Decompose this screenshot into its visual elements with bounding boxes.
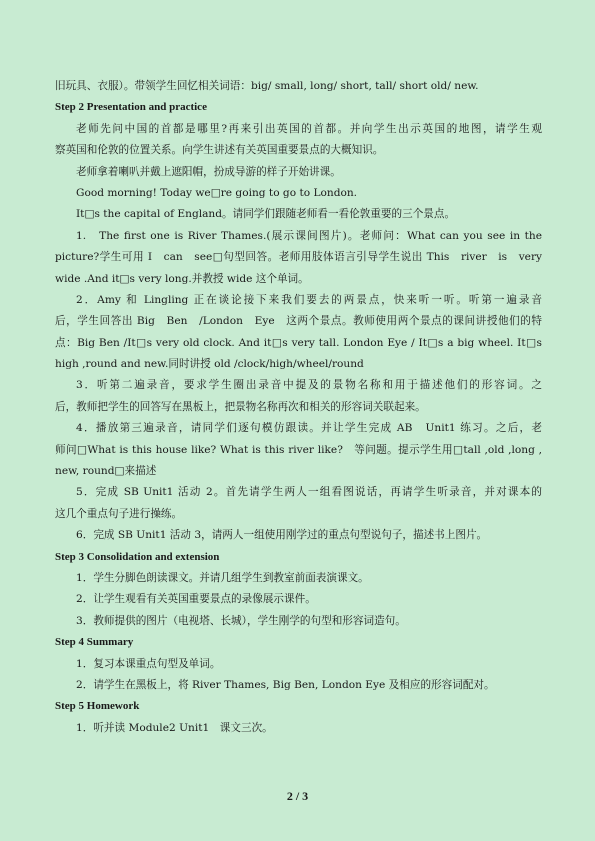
text-line: Good morning! Today we□re going to go to London.	[76, 186, 358, 199]
text-line: 后，学生回答出 Big Ben /London Eye 这两个景点。教师使用两个景点的课间讲授他们的特	[55, 315, 542, 328]
text-line: 2．Amy 和 Lingling 正在谈论接下来我们要去的两景点，快来听一听。听第一遍录音	[76, 293, 542, 306]
text-line: 老师先问中国的首都是哪里?再来引出英国的首都。并向学生出示英国的地图，请学生观	[76, 122, 542, 135]
text-line: 5．完成 SB Unit1 活动 2。首先请学生两人一组看图说话，再请学生听录音，并对课本的	[76, 486, 542, 499]
section-heading: Step 2 Presentation and practice	[55, 101, 207, 114]
section-heading: Step 5 Homework	[55, 700, 140, 713]
section-heading: Step 4 Summary	[55, 636, 134, 649]
page-number: 2 / 3	[286, 789, 309, 803]
text-line: 3．听第二遍录音，要求学生圈出录音中提及的景物名称和用于描述他们的形容词。之	[76, 379, 542, 392]
text-line: 后，教师把学生的回答写在黑板上，把景物名称再次和相关的形容词关联起来。	[55, 400, 426, 413]
text-line: 2．让学生观看有关英国重要景点的录像展示课件。	[76, 593, 316, 606]
text-line: 师问□What is this house like? What is this river like? 等问题。提示学生用□tall ,old ,long ,	[55, 443, 542, 456]
text-line: wide .And it□s very long.并教授 wide 这个单词。	[55, 272, 309, 285]
text-line: 4．播放第三遍录音，请同学们逐句模仿跟读。并让学生完成 AB Unit1 练习。之后，老	[76, 422, 542, 435]
text-line: 1. The first one is River Thames.(展示课间图片)。老师问：What can you see in the	[76, 229, 542, 242]
section-heading: Step 3 Consolidation and extension	[55, 550, 220, 563]
document-body	[55, 76, 542, 739]
text-line: picture?学生可用 I can see□句型回答。老师用肢体语言引导学生说出 This river is very	[55, 251, 542, 264]
text-line: 1．听并读 Module2 Unit1 课文三次。	[76, 721, 273, 734]
text-line: 6．完成 SB Unit1 活动 3，请两人一组使用刚学过的重点句型说句子，描述书上图片。	[76, 529, 488, 542]
text-line: 旧玩具、衣服）。带领学生回忆相关词语：big/ small, long/ short, tall/ short old/ new.	[55, 80, 479, 92]
text-line: 1．学生分脚色朗读课文。并请几组学生到教室前面表演课文。	[76, 571, 369, 584]
text-line: 察英国和伦敦的位置关系。向学生讲述有关英国重要景点的大概知识。	[55, 144, 384, 157]
text-line: high ,round and new.同时讲授 old /clock/high/wheel/round	[55, 358, 364, 371]
text-line: 老师拿着喇叭并戴上遮阳帽，扮成导游的样子开始讲课。	[76, 165, 341, 178]
text-line: It□s the capital of England。请同学们跟随老师看一看伦敦重要的三个景点。	[76, 208, 456, 221]
text-line: new, round□来描述	[55, 465, 157, 478]
text-line: 2．请学生在黑板上，将 River Thames, Big Ben, London Eye 及相应的形容词配对。	[76, 678, 495, 691]
text-line: 3．教师提供的图片（电视塔、长城），学生刚学的句型和形容词造句。	[76, 614, 406, 627]
text-line: 1．复习本课重点句型及单词。	[76, 657, 221, 670]
text-line: 点：Big Ben /It□s very old clock. And it□s very tall. London Eye / It□s a big wheel. It□s	[55, 336, 542, 349]
text-line: 这几个重点句子进行操练。	[55, 507, 183, 520]
